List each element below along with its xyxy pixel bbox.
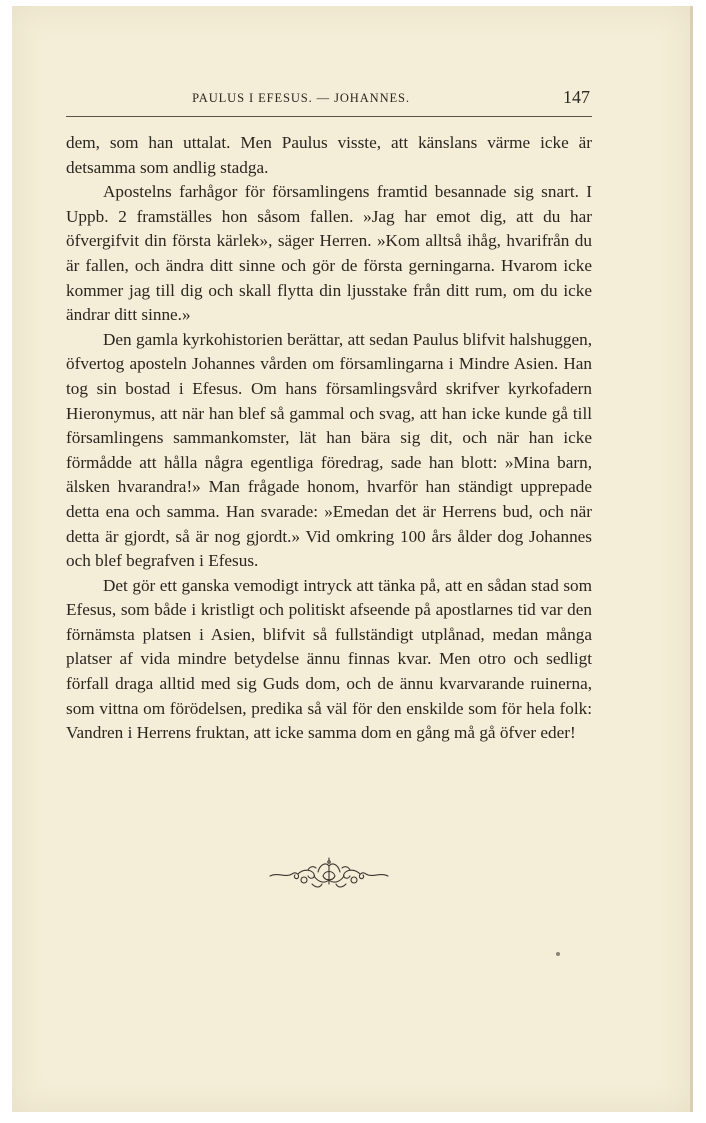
paper-speck xyxy=(556,952,560,956)
page-header xyxy=(66,86,592,117)
floral-tailpiece-ornament-icon xyxy=(268,856,390,892)
page-edge xyxy=(690,6,693,1112)
paragraph-4: Det gör ett ganska vemodigt intryck att tänka på, att en sådan stad som Efesus, som både i kristligt och politiskt afseende på apostlarnes tid var den förnämsta platsen i Asien, blifvit så fullständigt utplånad, medan många platser af vida mindre betydelse ännu finnas kvar. Men otro och sedligt förfall draga alltid med sig Guds dom, och de ännu kvarvarande ruinerna, som vittna om förödelsen, predika så väl för den enskilde som för hela folk: Vandren i Herrens fruktan, att icke samma dom en gång må gå öfver eder! xyxy=(66,575,592,743)
body-text xyxy=(66,131,592,746)
paragraph-2: Apostelns farhågor för församlingens framtid besannade sig snart. I Uppb. 2 framställes hon såsom fallen. »Jag har emot dig, att du har öfvergifvit din första kärlek», säger Herren. »Kom alltså ihåg, hvarifrån du är fallen, och ändra ditt sinne och gör de första gerningarna. Hvarom icke kommer jag till dig och skall flytta din ljusstake från ditt rum, om du icke ändrar ditt sinne.» xyxy=(66,182,592,325)
running-head-title: PAULUS I EFESUS. — JOHANNES. xyxy=(192,91,410,105)
paragraph-3: Den gamla kyrkohistorien berättar, att sedan Paulus blifvit halshuggen, öfvertog aposteln Johannes vården om församlingarna i Mindre Asien. Han tog sin bostad i Efesus. Om hans församlingsvård skrifver kyrkofadern Hieronymus, att när han blef så gammal och svag, att han icke kunde gå till församlingens sammankomster, lät han bära sig dit, och när han icke förmådde att hålla några egentliga föredrag, sade han blott: »Mina barn, älsken hvarandra!» Man frågade honom, hvarför han ständigt upprepade detta ena och samma. Han svarade: »Emedan det är Herrens bud, och när detta är gjordt, så är nog gjordt.» Vid omkring 100 års ålder dog Johannes och blef begrafven i Efesus. xyxy=(66,329,592,571)
paragraph-1: dem, som han uttalat. Men Paulus visste, att känslans värme icke är detsamma som andlig stadga. xyxy=(66,133,592,177)
page-number: 147 xyxy=(563,87,590,107)
